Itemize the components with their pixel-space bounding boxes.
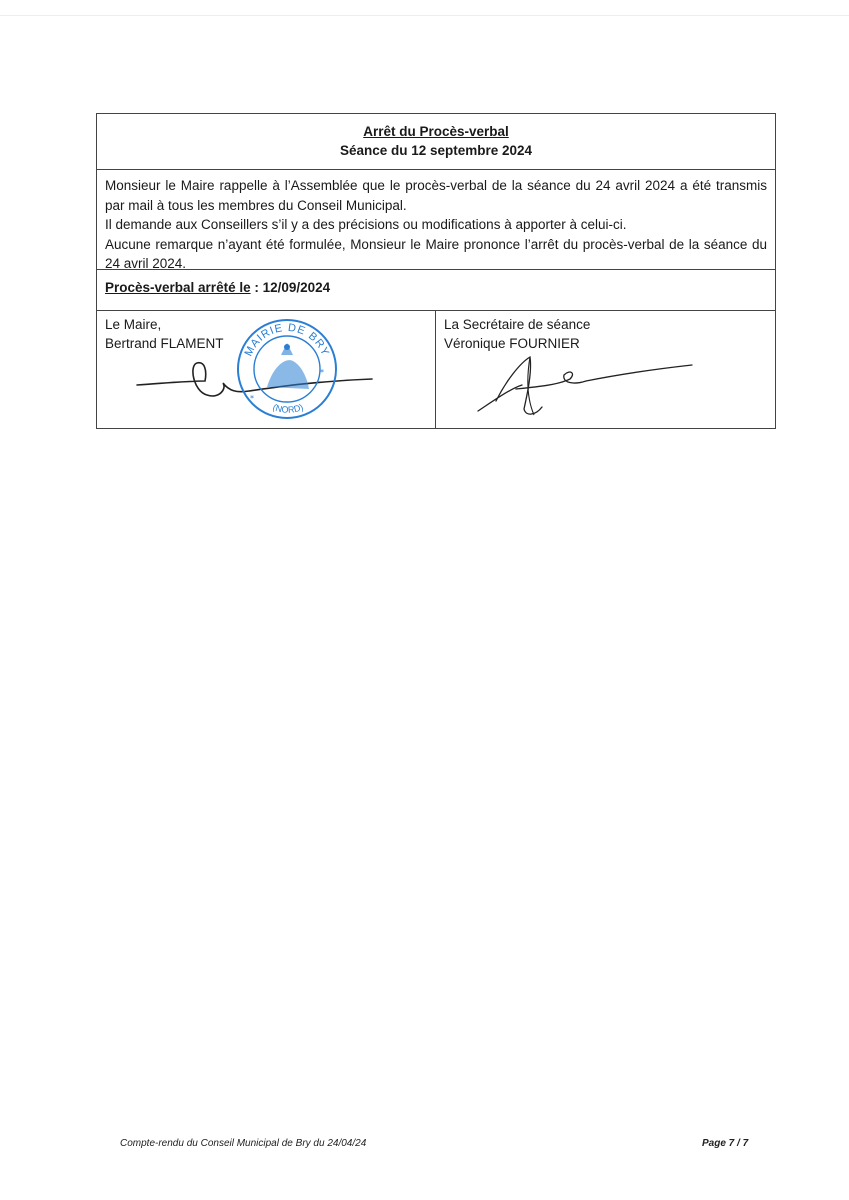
secretaire-signature xyxy=(466,341,696,421)
paragraph-3: Aucune remarque n’ayant été formulée, Monsieur le Maire prononce l’arrêt du procès-verbal de la séance du 24 avril 2024. xyxy=(105,236,767,271)
maire-signature-cell xyxy=(97,311,436,428)
svg-text:*: * xyxy=(250,394,254,403)
arrete-label: Procès-verbal arrêté le xyxy=(105,280,251,295)
proces-verbal-box xyxy=(96,113,776,429)
document-title: Arrêt du Procès-verbal xyxy=(363,124,509,139)
title-section xyxy=(97,114,775,170)
svg-text:*: * xyxy=(320,368,324,377)
arrete-separator: : xyxy=(250,280,263,295)
maire-role: Le Maire, xyxy=(105,317,162,332)
body-section xyxy=(97,170,775,270)
document-subtitle: Séance du 12 septembre 2024 xyxy=(339,143,533,158)
stamp-bottom-text: (NORD) xyxy=(271,401,305,415)
secretaire-name: Véronique FOURNIER xyxy=(444,336,580,351)
mairie-stamp xyxy=(235,317,339,421)
page-edge-line xyxy=(0,15,849,16)
svg-text:(NORD) xyxy=(271,402,304,415)
paragraph-1: Monsieur le Maire rappelle à l’Assemblée que le procès-verbal de la séance du 24 avril 2024 a été transmis par mail à tous les membres du Conseil Municipal. xyxy=(105,178,767,213)
signature-section xyxy=(97,311,775,428)
arrete-section xyxy=(97,270,775,311)
page-number: Page 7 / 7 xyxy=(702,1138,749,1149)
stamp-top-text: MAIRIE DE BRY xyxy=(242,321,332,359)
paragraph-2: Il demande aux Conseillers s’il y a des précisions ou modifications à apporter à celui-ci. xyxy=(105,217,627,232)
secretaire-signature-cell xyxy=(436,311,775,428)
arrete-date: 12/09/2024 xyxy=(262,280,331,295)
maire-name: Bertrand FLAMENT xyxy=(105,336,224,351)
secretaire-role: La Secrétaire de séance xyxy=(444,317,591,332)
footer-caption: Compte-rendu du Conseil Municipal de Bry du 24/04/24 xyxy=(120,1138,367,1149)
